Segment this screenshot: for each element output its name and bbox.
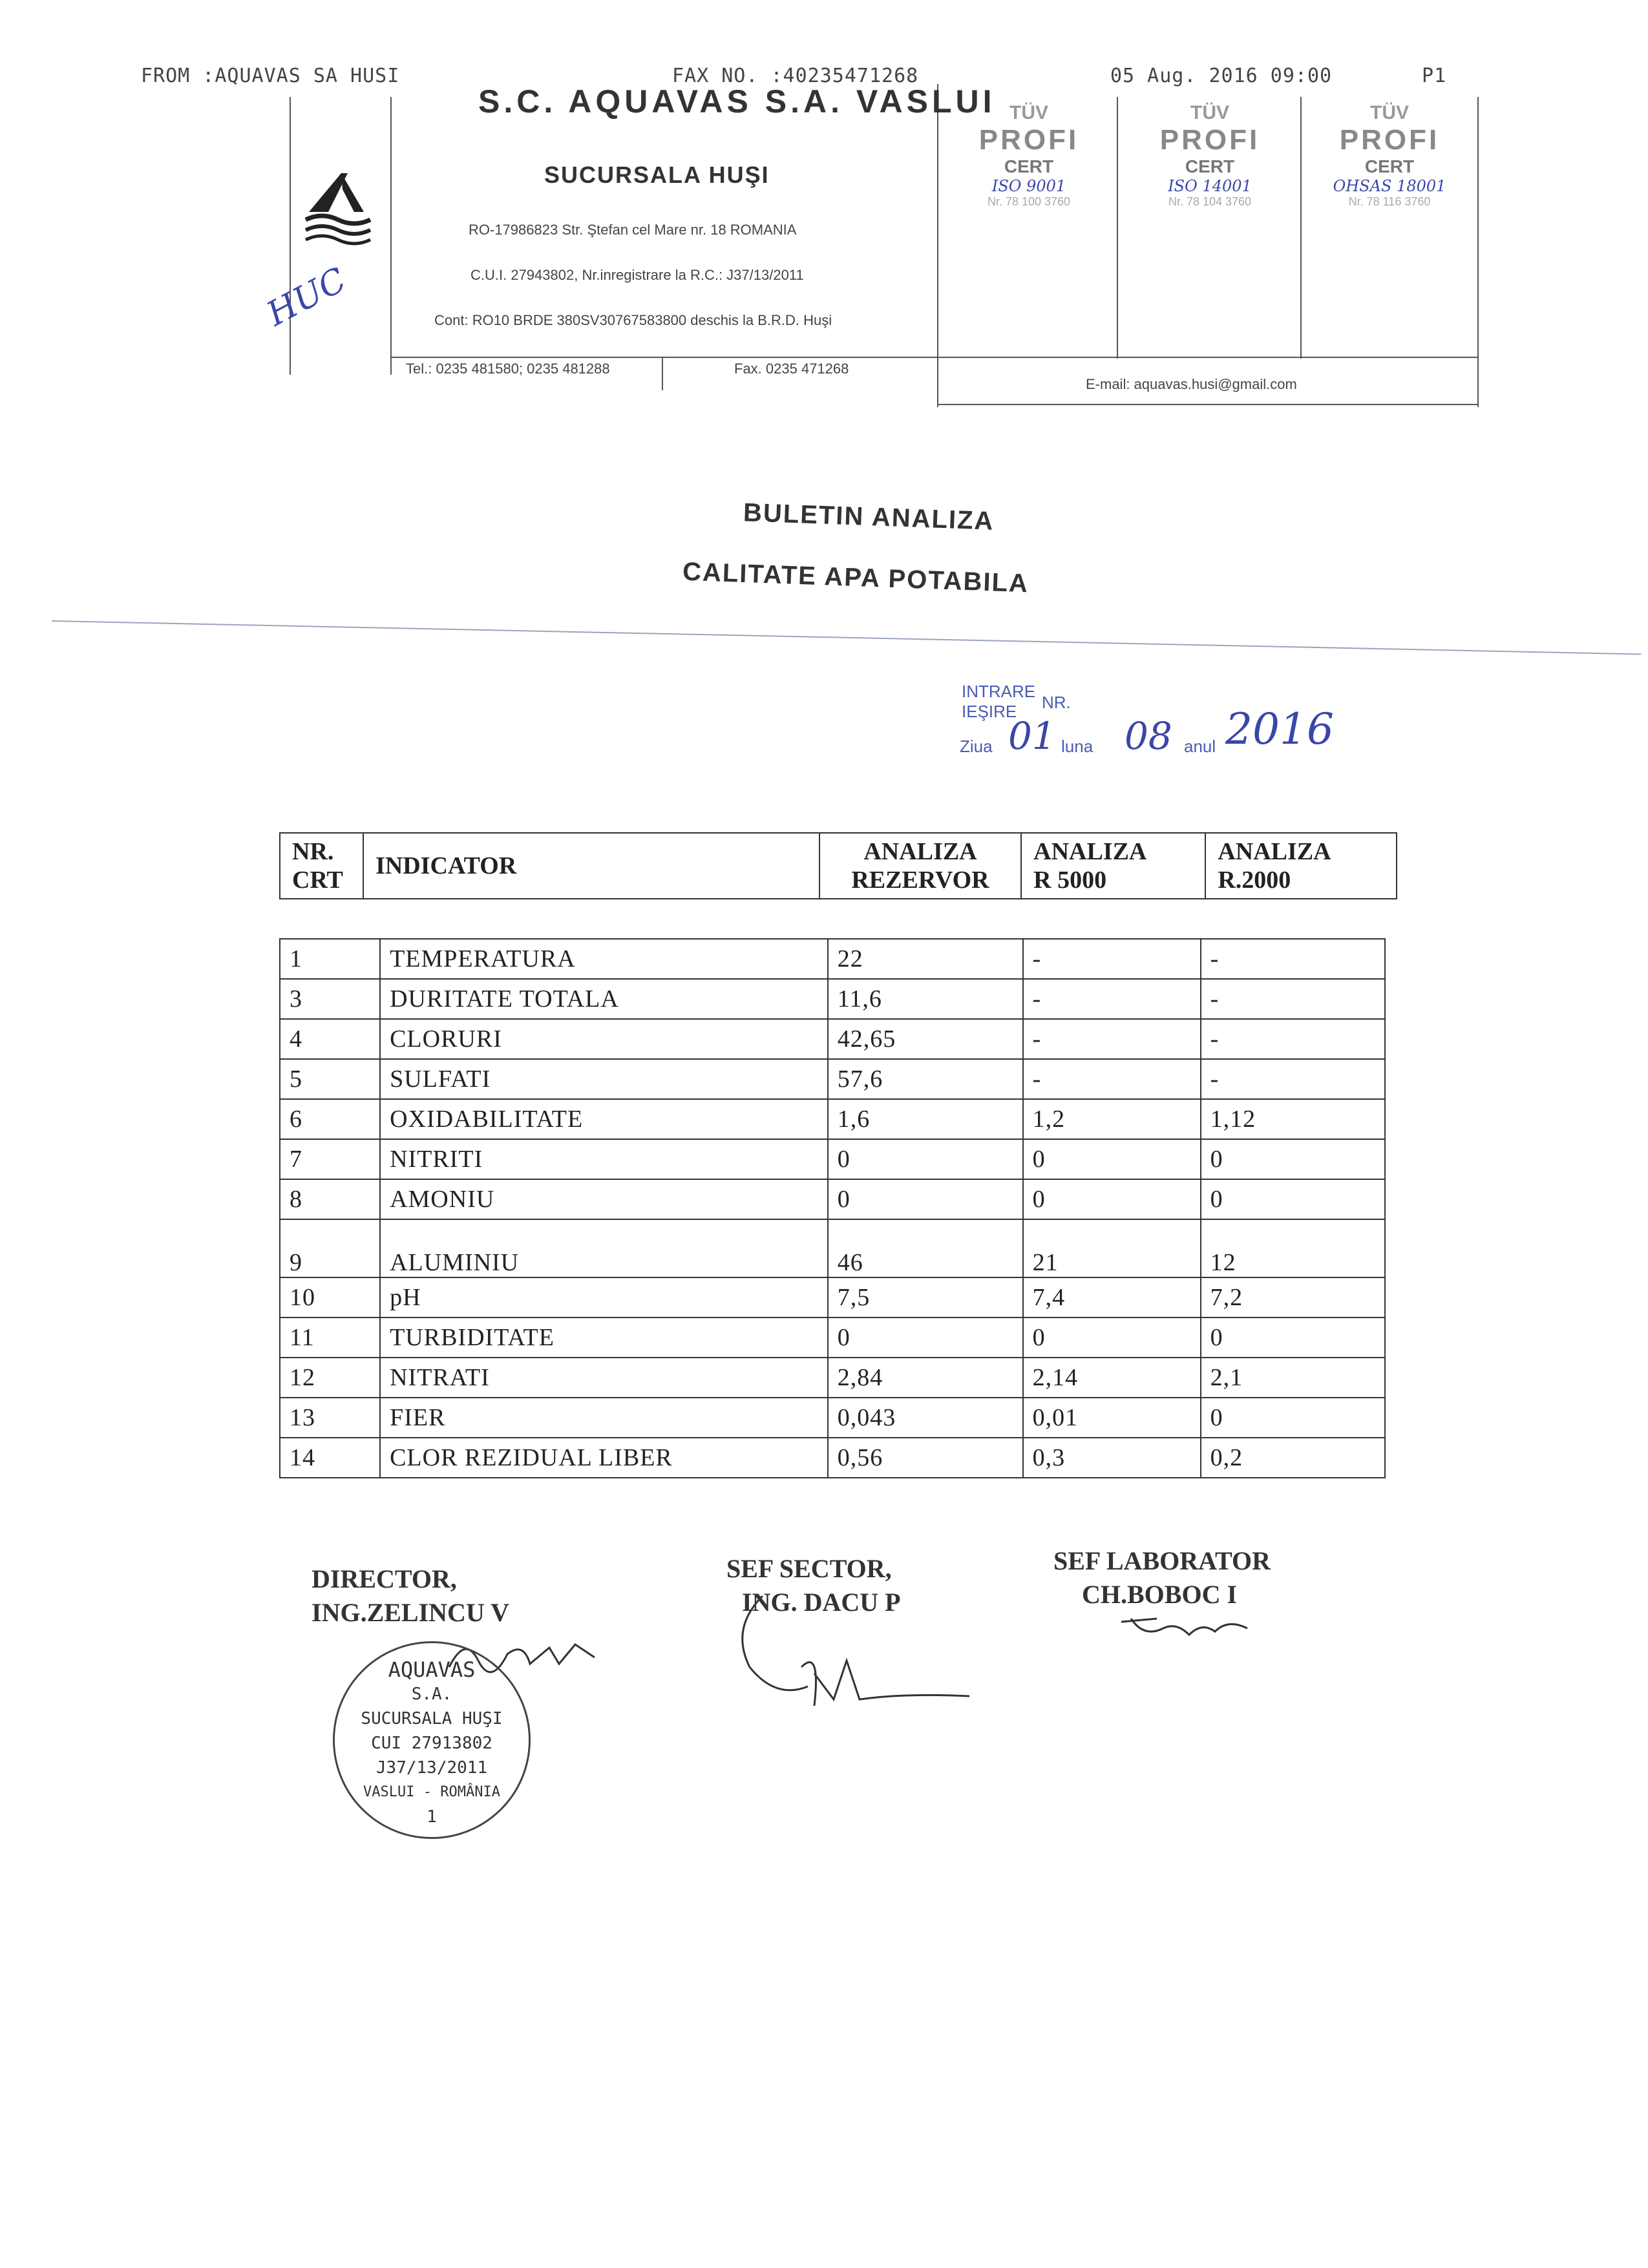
- value-rezervor: 11,6: [828, 979, 1023, 1019]
- header-r2000-line1: ANALIZA: [1218, 838, 1331, 865]
- row-number: 6: [280, 1099, 380, 1139]
- value-r5000: 1,2: [1023, 1099, 1201, 1139]
- cert-number: Nr. 78 100 3760: [987, 195, 1071, 208]
- value-r2000: 0: [1201, 1139, 1385, 1179]
- cert-number: Nr. 78 104 3760: [1168, 195, 1252, 208]
- row-number: 13: [280, 1398, 380, 1438]
- value-rezervor: 2,84: [828, 1358, 1023, 1398]
- value-r5000: 21: [1023, 1219, 1201, 1277]
- value-r5000: -: [1023, 939, 1201, 979]
- scan-fold-line: [52, 620, 1642, 655]
- telephone: Tel.: 0235 481580; 0235 481288: [406, 361, 610, 377]
- letterhead-right-border: [1477, 97, 1479, 407]
- value-r2000: 0: [1201, 1318, 1385, 1358]
- cert-label: CERT: [1364, 156, 1415, 176]
- table-row: [280, 1318, 1385, 1358]
- value-r2000: 1,12: [1201, 1099, 1385, 1139]
- cert-divider-1: [1117, 97, 1118, 359]
- seal-line-sa: S.A.: [411, 1685, 452, 1704]
- lab-chief-name: CH.BOBOC I: [1082, 1580, 1238, 1609]
- table-row: [280, 1219, 1385, 1277]
- letterhead-left-border: [290, 97, 291, 375]
- letterhead-bottom-rule: [390, 357, 1477, 358]
- value-rezervor: 0: [828, 1139, 1023, 1179]
- row-indicator: NITRATI: [380, 1358, 828, 1398]
- seal-line-cui: CUI 27913802: [371, 1734, 492, 1753]
- profi-label: PROFI: [1339, 124, 1440, 156]
- value-r2000: -: [1201, 939, 1385, 979]
- table-row: [280, 1099, 1385, 1139]
- value-rezervor: 57,6: [828, 1059, 1023, 1099]
- stamp-ziua-label: Ziua: [960, 737, 993, 756]
- value-r2000: 0: [1201, 1179, 1385, 1219]
- table-row: [280, 1019, 1385, 1059]
- value-r5000: 2,14: [1023, 1358, 1201, 1398]
- cert-label: CERT: [1004, 156, 1054, 176]
- header-r5000-line1: ANALIZA: [1033, 838, 1147, 865]
- email-rule: [937, 404, 1477, 405]
- fax-number: FAX NO. :40235471268: [672, 65, 919, 87]
- row-number: 11: [280, 1318, 380, 1358]
- cert-handwritten-standard: ISO 14001: [1168, 177, 1252, 195]
- header-nr: NR.: [292, 838, 334, 865]
- letterhead-divider: [390, 97, 392, 375]
- handwritten-mark: HUC: [260, 260, 353, 334]
- value-rezervor: 0,043: [828, 1398, 1023, 1438]
- header-crt: CRT: [292, 866, 343, 894]
- tuv-label: TÜV: [1190, 102, 1229, 123]
- row-indicator: DURITATE TOTALA: [380, 979, 828, 1019]
- table-row: [280, 979, 1385, 1019]
- value-r5000: 0: [1023, 1318, 1201, 1358]
- letterhead: [0, 0, 1648, 426]
- aquavas-logo-icon: [302, 167, 379, 247]
- header-rezervor-line1: ANALIZA: [863, 838, 977, 865]
- value-rezervor: 0,56: [828, 1438, 1023, 1478]
- value-r2000: 12: [1201, 1219, 1385, 1277]
- row-number: 9: [280, 1219, 380, 1277]
- row-indicator: TEMPERATURA: [380, 939, 828, 979]
- table-row: [280, 1179, 1385, 1219]
- cert-handwritten-standard: ISO 9001: [991, 177, 1066, 195]
- header-r2000-line2: R.2000: [1218, 866, 1291, 894]
- table-row: [280, 1059, 1385, 1099]
- fax-page: P1: [1422, 65, 1447, 87]
- header-nr-crt: [280, 833, 363, 899]
- tuv-label: TÜV: [1009, 102, 1048, 123]
- sector-chief-title: SEF SECTOR,: [726, 1554, 892, 1583]
- tuv-label: TÜV: [1370, 102, 1409, 123]
- lab-chief-title: SEF LABORATOR: [1053, 1546, 1271, 1575]
- bank-account-line: Cont: RO10 BRDE 380SV30767583800 deschis la B.R.D. Huşi: [434, 312, 832, 328]
- stamp-luna-label: luna: [1061, 737, 1093, 756]
- cert-label: CERT: [1185, 156, 1235, 176]
- director-title: DIRECTOR,: [312, 1564, 457, 1593]
- seal-line-number: 1: [427, 1807, 437, 1827]
- value-rezervor: 0: [828, 1318, 1023, 1358]
- header-indicator: INDICATOR: [363, 833, 819, 899]
- value-r5000: 0,3: [1023, 1438, 1201, 1478]
- profi-label: PROFI: [978, 124, 1079, 156]
- value-r2000: -: [1201, 1059, 1385, 1099]
- header-r5000: [1021, 833, 1205, 899]
- fax-from: FROM :AQUAVAS SA HUSI: [141, 65, 400, 87]
- email: E-mail: aquavas.husi@gmail.com: [1086, 376, 1297, 392]
- table-row: [280, 1438, 1385, 1478]
- row-indicator: pH: [380, 1277, 828, 1318]
- header-r2000: [1205, 833, 1397, 899]
- sector-chief-signature: [737, 1590, 982, 1719]
- header-r5000-line2: R 5000: [1033, 866, 1107, 894]
- value-r5000: -: [1023, 979, 1201, 1019]
- row-number: 8: [280, 1179, 380, 1219]
- header-rezervor-line2: REZERVOR: [851, 866, 989, 894]
- analysis-table-header: [279, 832, 1397, 899]
- letterhead-cert-border: [937, 84, 938, 407]
- stamp-nr-label: NR.: [1042, 693, 1071, 712]
- seal-line-city: VASLUI - ROMÂNIA: [363, 1784, 500, 1800]
- row-number: 3: [280, 979, 380, 1019]
- cert-divider-2: [1300, 97, 1302, 359]
- value-rezervor: 42,65: [828, 1019, 1023, 1059]
- cert-number: Nr. 78 116 3760: [1348, 195, 1431, 208]
- header-rezervor: [819, 833, 1021, 899]
- value-r5000: 0: [1023, 1179, 1201, 1219]
- value-r5000: -: [1023, 1019, 1201, 1059]
- company-seal: [333, 1641, 531, 1839]
- row-indicator: CLOR REZIDUAL LIBER: [380, 1438, 828, 1478]
- stamp-anul-value: 2016: [1225, 704, 1334, 754]
- value-rezervor: 22: [828, 939, 1023, 979]
- cui-line: C.U.I. 27943802, Nr.inregistrare la R.C.: J37/13/2011: [470, 267, 804, 283]
- cert-iso9001: [945, 102, 1113, 208]
- fax-number-letterhead: Fax. 0235 471268: [734, 361, 849, 377]
- stamp-ziua-value: 01: [1008, 714, 1056, 758]
- table-row: [280, 1277, 1385, 1318]
- value-rezervor: 0: [828, 1179, 1023, 1219]
- row-number: 12: [280, 1358, 380, 1398]
- row-indicator: SULFATI: [380, 1059, 828, 1099]
- row-number: 4: [280, 1019, 380, 1059]
- value-r2000: -: [1201, 1019, 1385, 1059]
- lab-chief-signature: [1118, 1609, 1260, 1648]
- table-row: [280, 1398, 1385, 1438]
- fax-datetime: 05 Aug. 2016 09:00: [1110, 65, 1333, 87]
- value-rezervor: 46: [828, 1219, 1023, 1277]
- value-r2000: 2,1: [1201, 1358, 1385, 1398]
- stamp-luna-value: 08: [1125, 714, 1172, 758]
- row-number: 14: [280, 1438, 380, 1478]
- document-subtitle: CALITATE APA POTABILA: [682, 557, 1030, 598]
- value-rezervor: 1,6: [828, 1099, 1023, 1139]
- stamp-anul-label: anul: [1184, 737, 1216, 756]
- value-r5000: 0,01: [1023, 1398, 1201, 1438]
- row-indicator: OXIDABILITATE: [380, 1099, 828, 1139]
- row-indicator: ALUMINIU: [380, 1219, 828, 1277]
- seal-line-reg: J37/13/2011: [375, 1758, 488, 1778]
- table-row: [280, 939, 1385, 979]
- cert-handwritten-standard: OHSAS 18001: [1333, 177, 1446, 195]
- value-r5000: -: [1023, 1059, 1201, 1099]
- row-indicator: AMONIU: [380, 1179, 828, 1219]
- row-indicator: CLORURI: [380, 1019, 828, 1059]
- value-rezervor: 7,5: [828, 1277, 1023, 1318]
- cert-ohsas18001: [1305, 102, 1474, 208]
- branch-name: SUCURSALA HUŞI: [544, 162, 770, 188]
- sector-chief-name: ING. DACU P: [742, 1588, 901, 1617]
- value-r2000: -: [1201, 979, 1385, 1019]
- row-number: 5: [280, 1059, 380, 1099]
- row-number: 10: [280, 1277, 380, 1318]
- stamp-iesire: IEŞIRE: [962, 702, 1017, 721]
- value-r5000: 0: [1023, 1139, 1201, 1179]
- seal-line-company: AQUAVAS: [388, 1657, 476, 1682]
- value-r2000: 0,2: [1201, 1438, 1385, 1478]
- address-line: RO-17986823 Str. Ştefan cel Mare nr. 18 ROMANIA: [469, 222, 797, 238]
- row-indicator: FIER: [380, 1398, 828, 1438]
- table-row: [280, 1358, 1385, 1398]
- row-number: 7: [280, 1139, 380, 1179]
- document-title: BULETIN ANALIZA: [743, 498, 995, 536]
- cert-iso14001: [1126, 102, 1294, 208]
- director-name: ING.ZELINCU V: [312, 1598, 509, 1627]
- seal-line-branch: SUCURSALA HUŞI: [361, 1709, 503, 1728]
- company-name: S.C. AQUAVAS S.A. VASLUI: [478, 83, 996, 120]
- value-r2000: 7,2: [1201, 1277, 1385, 1318]
- stamp-intrare: INTRARE: [962, 682, 1036, 701]
- analysis-table: [279, 938, 1386, 1478]
- row-indicator: TURBIDITATE: [380, 1318, 828, 1358]
- value-r5000: 7,4: [1023, 1277, 1201, 1318]
- profi-label: PROFI: [1159, 124, 1260, 156]
- value-r2000: 0: [1201, 1398, 1385, 1438]
- tel-fax-divider: [662, 357, 663, 390]
- row-number: 1: [280, 939, 380, 979]
- table-row: [280, 1139, 1385, 1179]
- row-indicator: NITRITI: [380, 1139, 828, 1179]
